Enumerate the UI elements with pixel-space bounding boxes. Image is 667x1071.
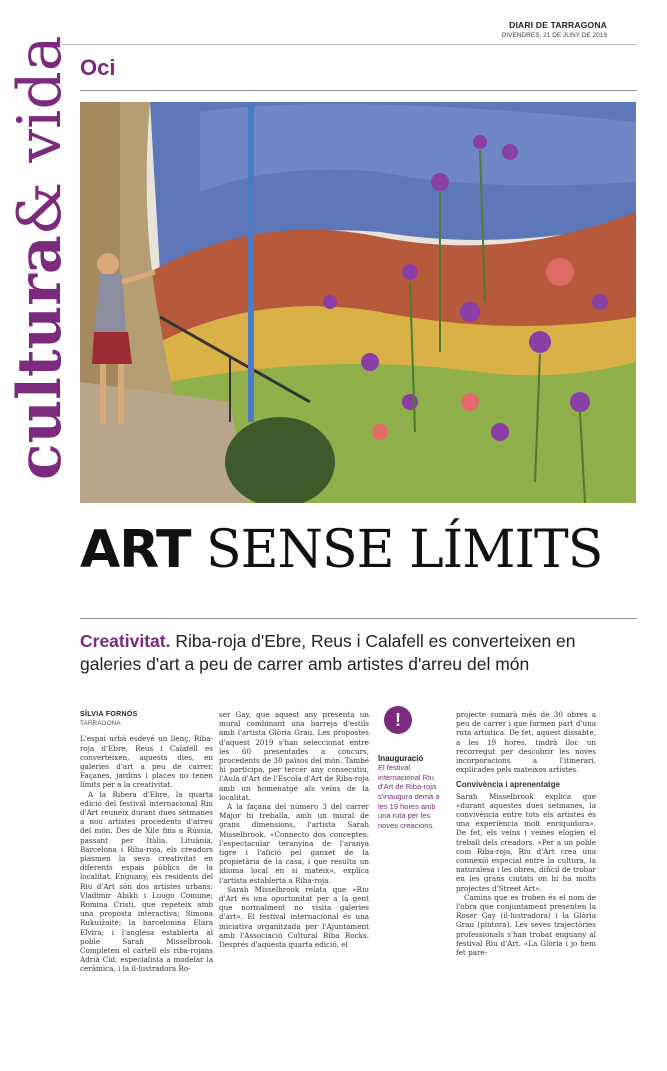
article-column-2: [219, 710, 369, 949]
paragraph: projecte sumarà més de 30 obres a peu de carrer i que formen part d'una ruta artística. De fet, aquest dissabte, a les 19 hores, tindrà lloc un recorregut per descobrir les noves incorporacions a l'itinerari, explicades pels mateixos artistes.: [456, 710, 596, 775]
paragraph: Sarah Misselbrook relata que «Riu d'Art és una oportunitat per a la gent que normalment no visita galeries d'art». El festival internacional és una iniciativa organitzada per l'Ajuntament amb l'Associació Cultural Riba Rocks. Després d'aquesta quarta edició, el: [219, 884, 369, 950]
section-vertical-bold: cultura: [5, 235, 75, 480]
dateline: TARRAGONA: [80, 720, 121, 728]
sidebar-box: [378, 710, 444, 830]
sidebar-title: Inauguració: [378, 754, 424, 763]
sidebar-text: El festival internacional Riu d'Art de Riba-roja s'inaugura demà a les 19 hores amb una ruta per les noves creacions.: [378, 763, 440, 830]
headline-bold: ART: [80, 520, 191, 580]
section-vertical-light: & vida: [5, 35, 75, 236]
section-label: Oci: [80, 55, 116, 80]
paragraph: L'espai urbà esdevé un llenç. Riba-roja d'Ebre, Reus i Calafell es converteixen, aquests dies, en galeries d'art a peu de carrer. Façanes, jardins i places no tenen límits per a la creativitat.: [80, 734, 213, 790]
section-vertical-label: [5, 35, 75, 480]
masthead-title: DIARI DE TARRAGONA: [509, 20, 607, 30]
paragraph: Sarah Misselbrook explica que «durant aquestes dues setmanes, la convivència entre tots els artistes és una experiència molt enriquidora». De fet, els veïns i veïnes elogien el treball dels creadors. «Per a un poble com Riba-roja, Riu d'Art crea una connexió especial entre la cultura, la naturalesa i les obres, difícil de trobar en les grans ciutats on hi ha molts projectes d'Street Art».: [456, 791, 596, 893]
section-divider: [80, 90, 637, 91]
subheadline: [80, 630, 640, 676]
paragraph: A la façana del número 3 del carrer Major hi treballa, amb un mural de grans dimensions, l'artista Sarah Misselbrook. «Connecto dos conceptes: l'espectacular teranyina de l'aranya tigre i l'afició pel ganxet de la propietària de la casa, i que resulta un idioma local en si mateix», explica l'artista establerta a Riba-roja.: [219, 802, 369, 885]
paragraph: ser Gay, que aquest any presenta un mural combinant una barreja d'estils amb l'artista Glòria Grau. Les propostes d'aquest 2019 s'han seleccionat entre les 60 presentades a concurs, procedents de 30 països del món. També hi participa, per tercer any consecutiu, l'Aula d'Art de l'Escola d'Art de Riba-roja amb un homenatge als veïns de la localitat.: [219, 710, 369, 802]
byline: SÍLVIA FORNÓS: [80, 711, 138, 718]
paragraph: A la Ribera d'Ebre, la quarta edició del festival internacional Riu d'Art reuneix durant dues setmanes a nou artistes procedents d'arreu del món. Des de Xile fins a Rússia, passant per Itàlia, Lituània, Barcelona i Riba-roja, els creadors plasmen la seva creativitat en diferents espais públics de la localitat. Enguany, els residents del Riu d'Art són dos artistes urbans: Vladimir Abikh i Luogo Comune; Romina Cristi, que repeteix amb una proposta interactiva; Simona Rukuižaitė; la barcelonina Elara Elvira; i l'anglesa establerta al poble Sarah Misselbrook. Completen el cartell els riba-rojans Adrià Cid, especialista a modelar la ceràmica, i la il·lustradora Ro-: [80, 789, 213, 974]
mural-photo: [80, 102, 636, 503]
headline: [80, 518, 602, 582]
headline-divider: [80, 618, 637, 619]
subhead-text: Riba-roja d'Ebre, Reus i Calafell es converteixen en galeries d'art a peu de carrer amb artistes d'arreu del món: [80, 631, 576, 674]
paragraph: Camins que es troben és el nom de l'obra que conjuntament presenten la Roser Gay (il·lustradora) i la Glòria Grau (pintora). Les seves trajectòries professionals s'han trobat enguany al festival Riu d'Art. «La Glòria i jo hem fet pare-: [456, 892, 596, 958]
exclamation-icon: !: [384, 706, 412, 734]
subsection-heading: Convivència i aprenentatge: [456, 780, 561, 790]
headline-light: SENSE LÍMITS: [205, 520, 603, 580]
article-column-1: [80, 710, 213, 974]
subhead-kicker: Creativitat.: [80, 631, 171, 651]
top-divider: [62, 44, 637, 45]
masthead-date: DIVENDRES, 21 DE JUNY DE 2019: [501, 32, 607, 39]
article-column-4: [456, 710, 596, 957]
